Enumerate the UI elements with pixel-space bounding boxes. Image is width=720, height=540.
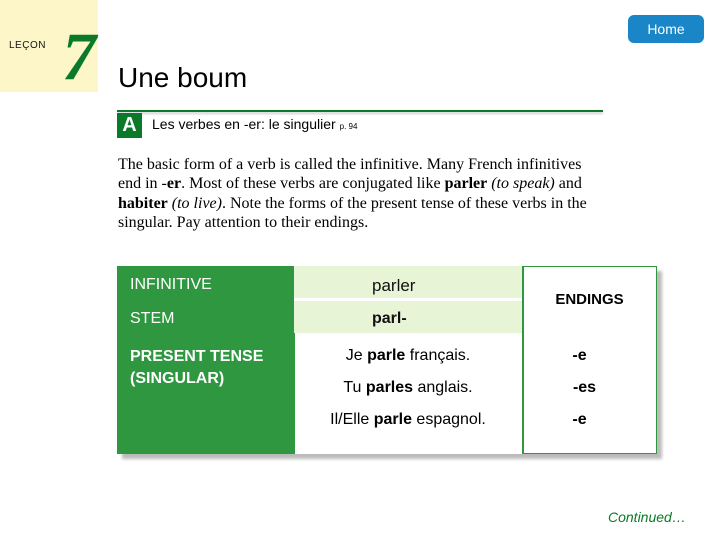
intro-text-2: . Most of these verbs are conjugated like [181,175,445,193]
sentence-rest: anglais. [413,379,473,396]
conjugation-sentence [294,347,522,365]
intro-gloss-parler: (to speak) [491,175,555,193]
intro-gloss-habiter: (to live) [171,194,222,212]
lesson-number: 7 [62,18,96,94]
ending-value: -e [572,411,587,428]
sentence-verb: parle [367,347,406,364]
sentence-subject: Il/Elle [330,411,374,428]
stem-label: STEM [130,310,175,327]
conjugation-sentence [294,379,522,397]
intro-verb-habiter: habiter [118,194,168,212]
lesson-badge [0,0,98,92]
intro-verb-parler: parler [444,175,488,193]
sentence-verb: parles [365,379,414,396]
present-tense-label: PRESENT TENSE [130,348,264,365]
section-heading-text: Les verbes en -er: le singulier [152,116,336,132]
sentence-rest: français. [405,347,471,364]
home-button[interactable]: Home [628,15,704,43]
endings-header: ENDINGS [555,291,624,308]
intro-text-3: and [554,175,582,193]
section-letter: A [117,113,142,138]
continued-link[interactable]: Continued… [608,509,686,525]
sentence-subject: Tu [343,379,366,396]
stem-value: parl- [372,310,407,327]
lesson-label: LEÇON [9,40,46,51]
sentence-rest: espagnol. [411,411,486,428]
intro-text-4: . Note the forms of the present tense of these verbs in the singular. Pay attention to their endings. [118,194,587,231]
section-heading [152,116,357,132]
table-separator [294,298,522,301]
page-title: Une boum [118,62,248,93]
sentence-subject: Je [345,347,368,364]
section-divider [117,110,603,112]
intro-paragraph [118,155,598,232]
singular-label: (SINGULAR) [130,370,225,387]
page-reference: p. 94 [339,122,358,131]
infinitive-label: INFINITIVE [130,276,212,293]
intro-bold-er: er [166,175,182,193]
conjugation-sentence [294,411,522,429]
ending-value: -es [572,379,597,396]
infinitive-value: parler [372,276,416,295]
conjugation-table [117,266,657,454]
intro-text-1: The basic form of a verb is called the infinitive. Many French infinitives end in - [118,156,582,193]
ending-value: -e [572,347,587,364]
sentence-verb: parle [373,411,412,428]
